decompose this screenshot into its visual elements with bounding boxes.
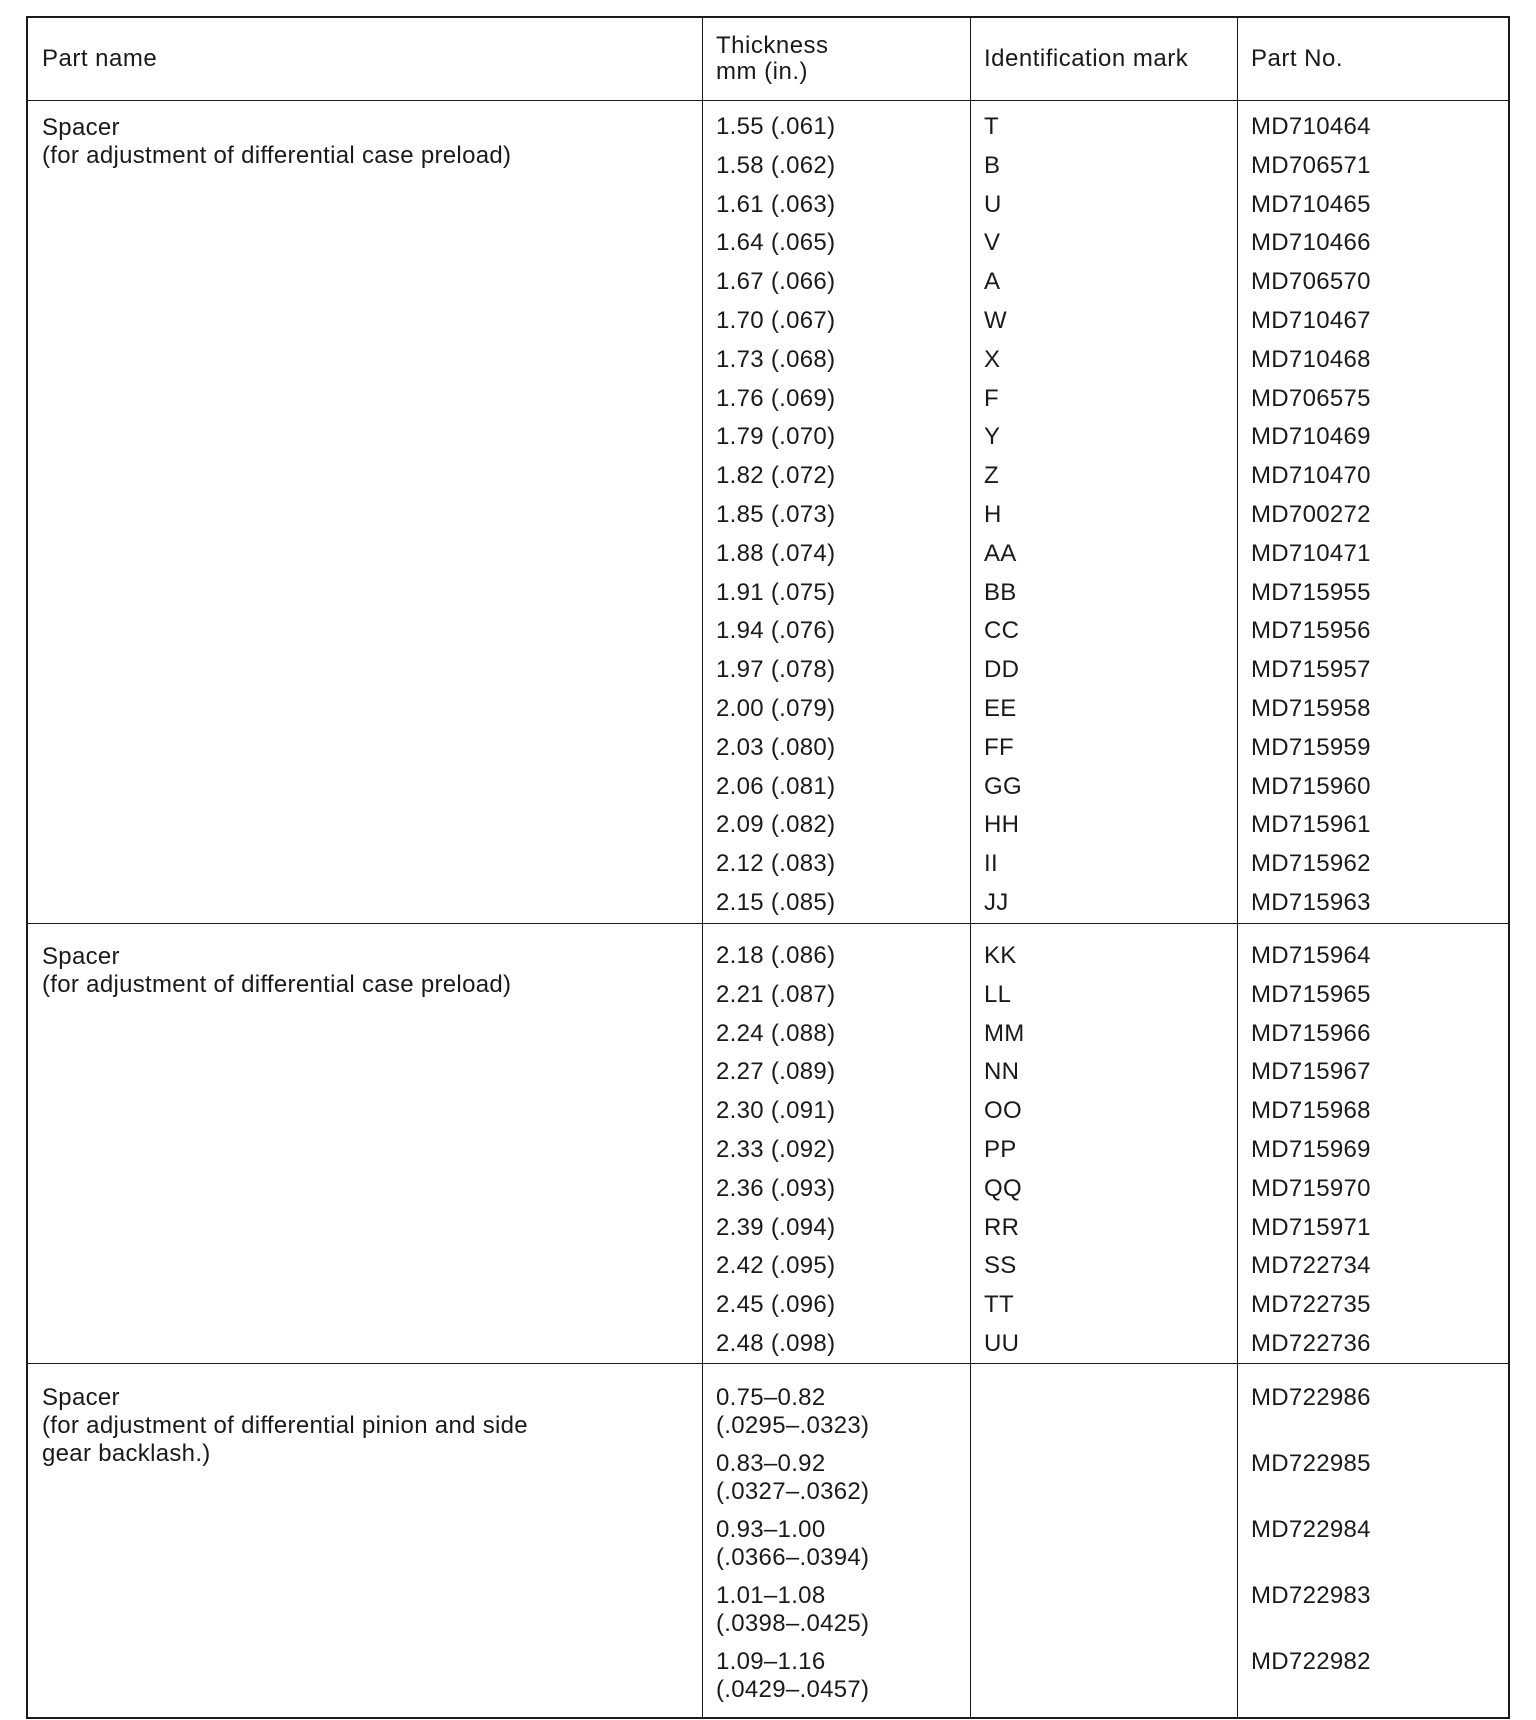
column-divider <box>702 18 703 1717</box>
part-number-cell: MD715963 <box>1251 888 1371 916</box>
thickness-cell: 2.06 (.081) <box>716 772 836 800</box>
thickness-range-in: (.0327–.0362) <box>716 1478 870 1505</box>
thickness-cell: 2.33 (.092) <box>716 1135 836 1163</box>
identification-mark-cell: DD <box>984 656 1020 684</box>
header-thickness: Thickness <box>716 32 829 59</box>
identification-mark-cell: MM <box>984 1019 1025 1047</box>
thickness-cell: 2.18 (.086) <box>716 942 836 969</box>
identification-mark-cell: CC <box>984 617 1020 645</box>
identification-mark-cell: GG <box>984 772 1022 800</box>
part-number-cell: MD715969 <box>1251 1135 1371 1163</box>
part-number-cell: MD715965 <box>1251 980 1371 1008</box>
thickness-cell: 1.70 (.067) <box>716 306 836 334</box>
group-divider <box>28 923 1508 924</box>
identification-mark-cell: HH <box>984 811 1020 839</box>
thickness-cell: 2.48 (.098) <box>716 1329 836 1357</box>
group3-part-name: Spacer <box>42 1384 120 1411</box>
thickness-range-cell <box>716 1384 869 1450</box>
group2-partno-column <box>1251 937 1371 1364</box>
identification-mark-cell: U <box>984 190 1002 218</box>
thickness-cell: 2.42 (.095) <box>716 1252 836 1280</box>
part-number-cell: MD722983 <box>1251 1582 1371 1609</box>
part-number-cell: MD715958 <box>1251 694 1371 722</box>
thickness-cell: 1.76 (.069) <box>716 384 836 412</box>
part-number-cell: MD715966 <box>1251 1019 1371 1047</box>
identification-mark-cell: A <box>984 268 1001 296</box>
identification-mark-cell: Z <box>984 462 999 490</box>
identification-mark-cell: RR <box>984 1213 1020 1241</box>
part-number-cell: MD710467 <box>1251 306 1371 334</box>
thickness-range-in: (.0366–.0394) <box>716 1544 870 1571</box>
thickness-range-mm: 1.09–1.16 <box>716 1648 826 1675</box>
thickness-range-cell <box>716 1450 869 1516</box>
part-number-cell: MD715968 <box>1251 1097 1371 1125</box>
part-number-cell: MD700272 <box>1251 500 1371 528</box>
group1-mark-column <box>984 108 1022 923</box>
part-number-cell: MD715962 <box>1251 850 1371 878</box>
group3-part-purpose-cont: gear backlash.) <box>42 1440 211 1467</box>
part-number-cell: MD706571 <box>1251 151 1371 179</box>
identification-mark-cell: FF <box>984 733 1014 761</box>
part-number-cell: MD706575 <box>1251 384 1371 412</box>
part-number-cell: MD710465 <box>1251 190 1371 218</box>
thickness-cell: 1.82 (.072) <box>716 462 836 490</box>
identification-mark-cell: QQ <box>984 1174 1022 1202</box>
group2-part-purpose: (for adjustment of differential case preload) <box>42 971 512 998</box>
header-divider <box>28 100 1508 101</box>
identification-mark-cell: F <box>984 384 999 412</box>
thickness-range-mm: 0.83–0.92 <box>716 1450 826 1477</box>
thickness-cell: 1.61 (.063) <box>716 190 836 218</box>
part-number-cell: MD715964 <box>1251 942 1371 969</box>
identification-mark-cell: TT <box>984 1291 1014 1319</box>
part-number-cell: MD722986 <box>1251 1384 1371 1411</box>
part-number-cell: MD722735 <box>1251 1291 1371 1319</box>
spacer-spec-table <box>26 16 1510 1719</box>
identification-mark-cell: KK <box>984 942 1017 969</box>
identification-mark-cell: BB <box>984 578 1017 606</box>
group1-part-name: Spacer <box>42 114 120 141</box>
thickness-cell: 1.79 (.070) <box>716 423 836 451</box>
part-number-cell: MD710471 <box>1251 539 1371 567</box>
thickness-cell: 1.58 (.062) <box>716 151 836 179</box>
column-divider <box>1237 18 1238 1717</box>
identification-mark-cell: V <box>984 229 1001 257</box>
identification-mark-cell: EE <box>984 694 1017 722</box>
part-number-cell: MD710464 <box>1251 113 1371 140</box>
part-number-cell: MD715967 <box>1251 1058 1371 1086</box>
group2-mark-column <box>984 937 1025 1364</box>
part-number-cell: MD715955 <box>1251 578 1371 606</box>
identification-mark-cell: W <box>984 306 1007 334</box>
thickness-range-cell <box>716 1648 869 1714</box>
part-number-cell: MD715957 <box>1251 656 1371 684</box>
identification-mark-cell: X <box>984 345 1001 373</box>
identification-mark-cell: Y <box>984 423 1001 451</box>
group3-part-purpose: (for adjustment of differential pinion and side <box>42 1412 528 1439</box>
header-identification-mark: Identification mark <box>984 45 1189 72</box>
part-number-cell: MD710470 <box>1251 462 1371 490</box>
part-number-cell: MD722982 <box>1251 1648 1371 1675</box>
thickness-cell: 1.91 (.075) <box>716 578 836 606</box>
part-number-cell: MD722985 <box>1251 1450 1371 1477</box>
thickness-range-in: (.0429–.0457) <box>716 1676 870 1703</box>
group1-partno-column <box>1251 108 1371 923</box>
thickness-cell: 2.09 (.082) <box>716 811 836 839</box>
part-number-cell: MD715956 <box>1251 617 1371 645</box>
thickness-range-mm: 0.75–0.82 <box>716 1384 826 1411</box>
thickness-cell: 2.15 (.085) <box>716 888 836 916</box>
thickness-cell: 1.73 (.068) <box>716 345 836 373</box>
identification-mark-cell: UU <box>984 1329 1020 1357</box>
identification-mark-cell: NN <box>984 1058 1020 1086</box>
thickness-range-cell <box>716 1582 869 1648</box>
identification-mark-cell: AA <box>984 539 1017 567</box>
part-number-cell: MD722734 <box>1251 1252 1371 1280</box>
part-number-cell: MD706570 <box>1251 268 1371 296</box>
column-divider <box>970 18 971 1717</box>
identification-mark-cell: JJ <box>984 888 1009 916</box>
part-number-cell: MD710469 <box>1251 423 1371 451</box>
part-number-cell: MD715970 <box>1251 1174 1371 1202</box>
thickness-cell: 1.85 (.073) <box>716 500 836 528</box>
group3-thickness-column <box>716 1384 869 1714</box>
thickness-cell: 1.55 (.061) <box>716 113 836 140</box>
thickness-cell: 1.64 (.065) <box>716 229 836 257</box>
thickness-cell: 1.97 (.078) <box>716 656 836 684</box>
thickness-cell: 2.39 (.094) <box>716 1213 836 1241</box>
identification-mark-cell: OO <box>984 1097 1022 1125</box>
group3-partno-column <box>1251 1384 1371 1714</box>
thickness-range-in: (.0398–.0425) <box>716 1610 870 1637</box>
group1-part-purpose: (for adjustment of differential case preload) <box>42 142 512 169</box>
part-number-cell: MD715971 <box>1251 1213 1371 1241</box>
thickness-cell: 2.21 (.087) <box>716 980 836 1008</box>
identification-mark-cell: T <box>984 113 999 140</box>
part-number-cell: MD722984 <box>1251 1516 1371 1543</box>
part-number-cell: MD710466 <box>1251 229 1371 257</box>
identification-mark-cell: H <box>984 500 1002 528</box>
thickness-cell: 2.12 (.083) <box>716 850 836 878</box>
thickness-cell: 2.03 (.080) <box>716 733 836 761</box>
identification-mark-cell: II <box>984 850 998 878</box>
thickness-cell: 2.24 (.088) <box>716 1019 836 1047</box>
thickness-cell: 1.67 (.066) <box>716 268 836 296</box>
thickness-cell: 2.36 (.093) <box>716 1174 836 1202</box>
thickness-range-in: (.0295–.0323) <box>716 1412 870 1439</box>
identification-mark-cell: LL <box>984 980 1012 1008</box>
header-part-name: Part name <box>42 45 158 72</box>
header-thickness-unit: mm (in.) <box>716 58 808 85</box>
thickness-range-mm: 0.93–1.00 <box>716 1516 826 1543</box>
thickness-cell: 1.88 (.074) <box>716 539 836 567</box>
group2-part-name: Spacer <box>42 943 120 970</box>
thickness-cell: 2.30 (.091) <box>716 1097 836 1125</box>
part-number-cell: MD710468 <box>1251 345 1371 373</box>
group1-thickness-column <box>716 108 835 923</box>
thickness-cell: 1.94 (.076) <box>716 617 836 645</box>
header-part-no: Part No. <box>1251 45 1344 72</box>
thickness-range-cell <box>716 1516 869 1582</box>
thickness-cell: 2.45 (.096) <box>716 1291 836 1319</box>
part-number-cell: MD715961 <box>1251 811 1371 839</box>
identification-mark-cell: PP <box>984 1135 1017 1163</box>
identification-mark-cell: SS <box>984 1252 1017 1280</box>
group2-thickness-column <box>716 937 835 1364</box>
identification-mark-cell: B <box>984 151 1001 179</box>
part-number-cell: MD722736 <box>1251 1329 1371 1357</box>
part-number-cell: MD715959 <box>1251 733 1371 761</box>
thickness-range-mm: 1.01–1.08 <box>716 1582 826 1609</box>
thickness-cell: 2.27 (.089) <box>716 1058 836 1086</box>
part-number-cell: MD715960 <box>1251 772 1371 800</box>
thickness-cell: 2.00 (.079) <box>716 694 836 722</box>
